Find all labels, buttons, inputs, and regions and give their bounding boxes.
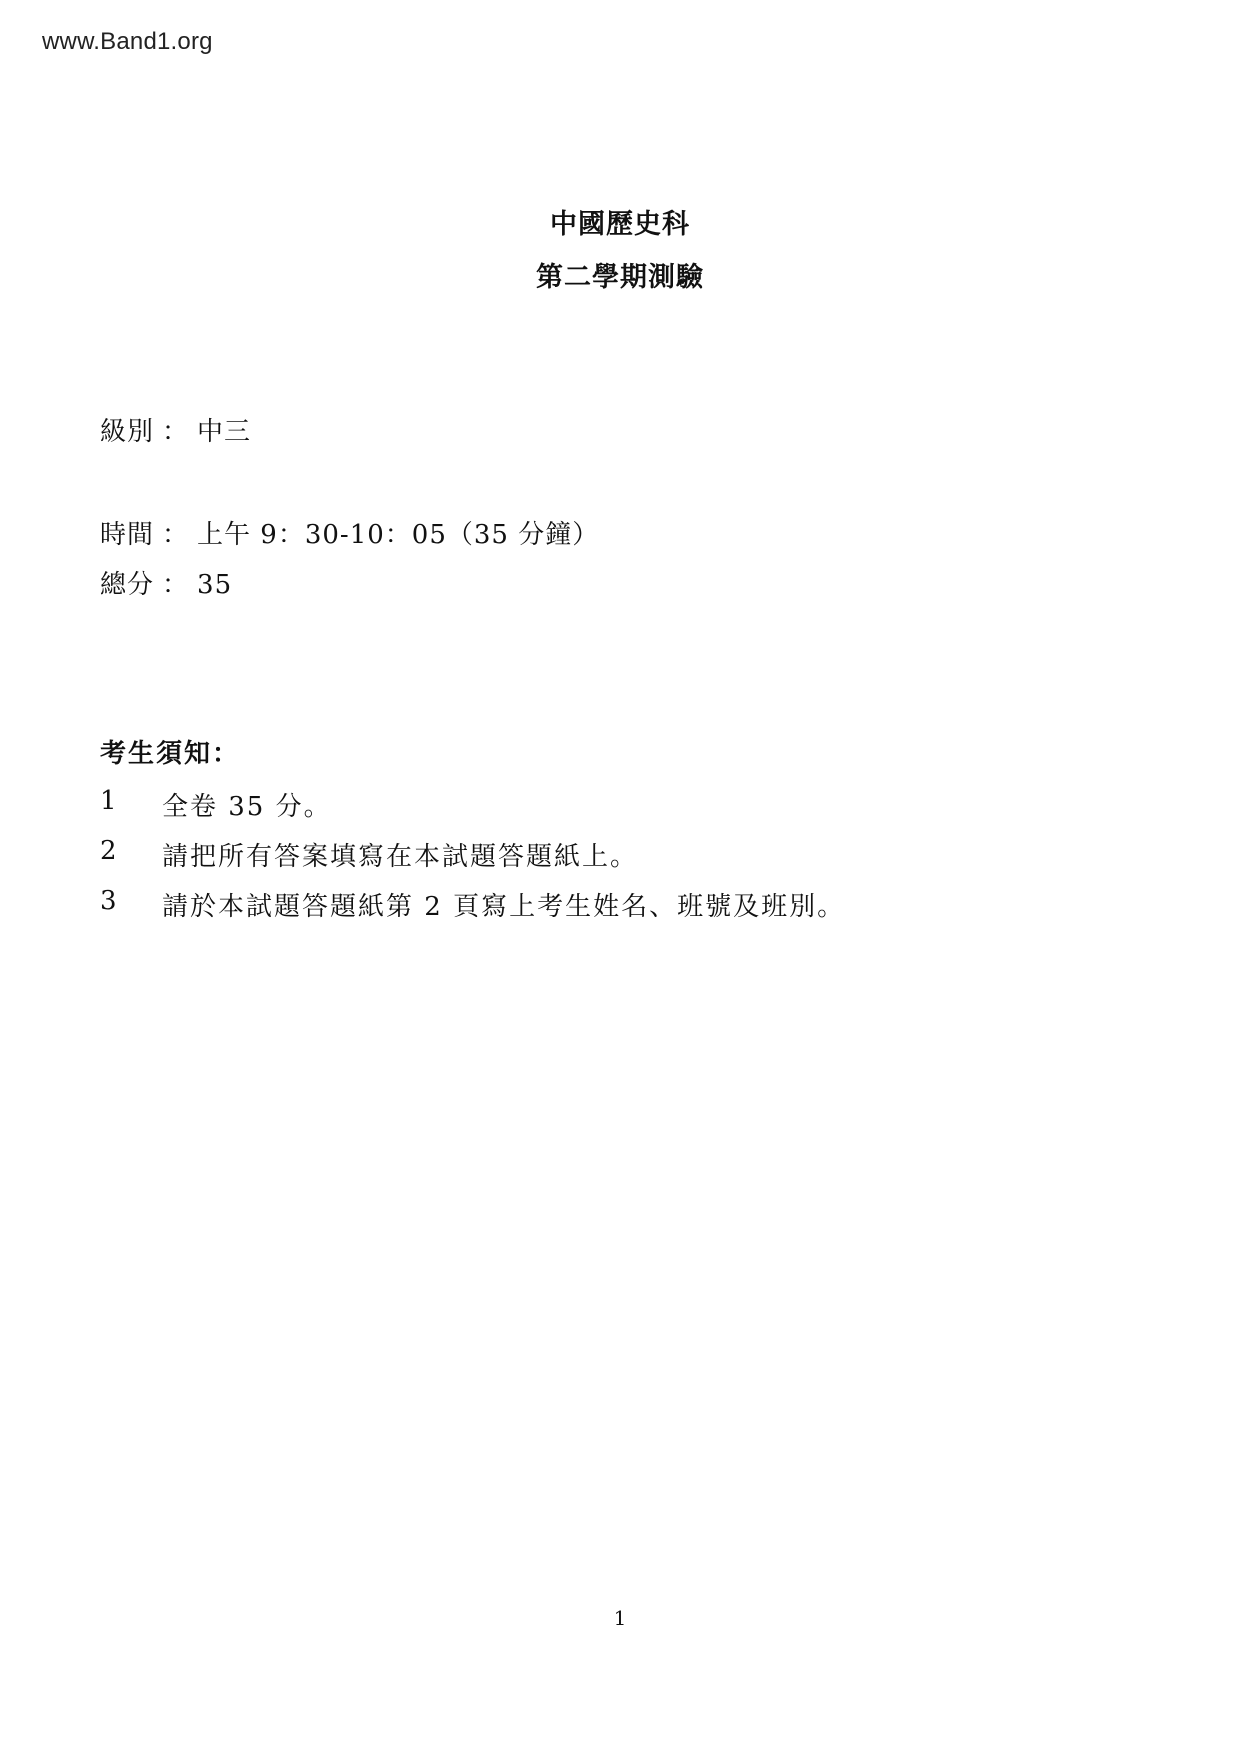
exam-title: 第二學期測驗: [536, 262, 704, 293]
time-field: [100, 514, 599, 551]
subject-title: 中國歷史科: [550, 209, 690, 240]
level-separator: ：: [162, 417, 190, 447]
total-score-value: 35: [197, 570, 233, 600]
time-separator: ：: [162, 520, 190, 550]
list-item: [100, 886, 1140, 936]
time-label: 時間: [100, 520, 155, 550]
item-text: 請於本試題答題紙第 2 頁寫上考生姓名、班號及班別。: [162, 892, 846, 922]
level-field: [100, 411, 251, 448]
instructions-list: [100, 786, 1140, 936]
website-watermark: www.Band1.org: [42, 28, 213, 55]
instructions-heading: 考生須知：: [100, 739, 241, 769]
list-item: [100, 836, 1140, 886]
item-number: 2: [100, 836, 119, 866]
item-number: 1: [100, 786, 119, 816]
level-label: 級別: [100, 417, 155, 447]
total-score-separator: ：: [162, 570, 190, 600]
time-value: 上午 9：30-10：05（35 分鐘）: [197, 520, 600, 550]
item-text: 請把所有答案填寫在本試題答題紙上。: [162, 842, 639, 872]
item-text: 全卷 35 分。: [162, 792, 332, 822]
total-score-label: 總分: [100, 570, 155, 600]
level-value: 中三: [197, 417, 252, 447]
page-number: 1: [613, 1606, 627, 1630]
total-score-field: [100, 564, 232, 601]
item-number: 3: [100, 886, 119, 916]
list-item: [100, 786, 1140, 836]
